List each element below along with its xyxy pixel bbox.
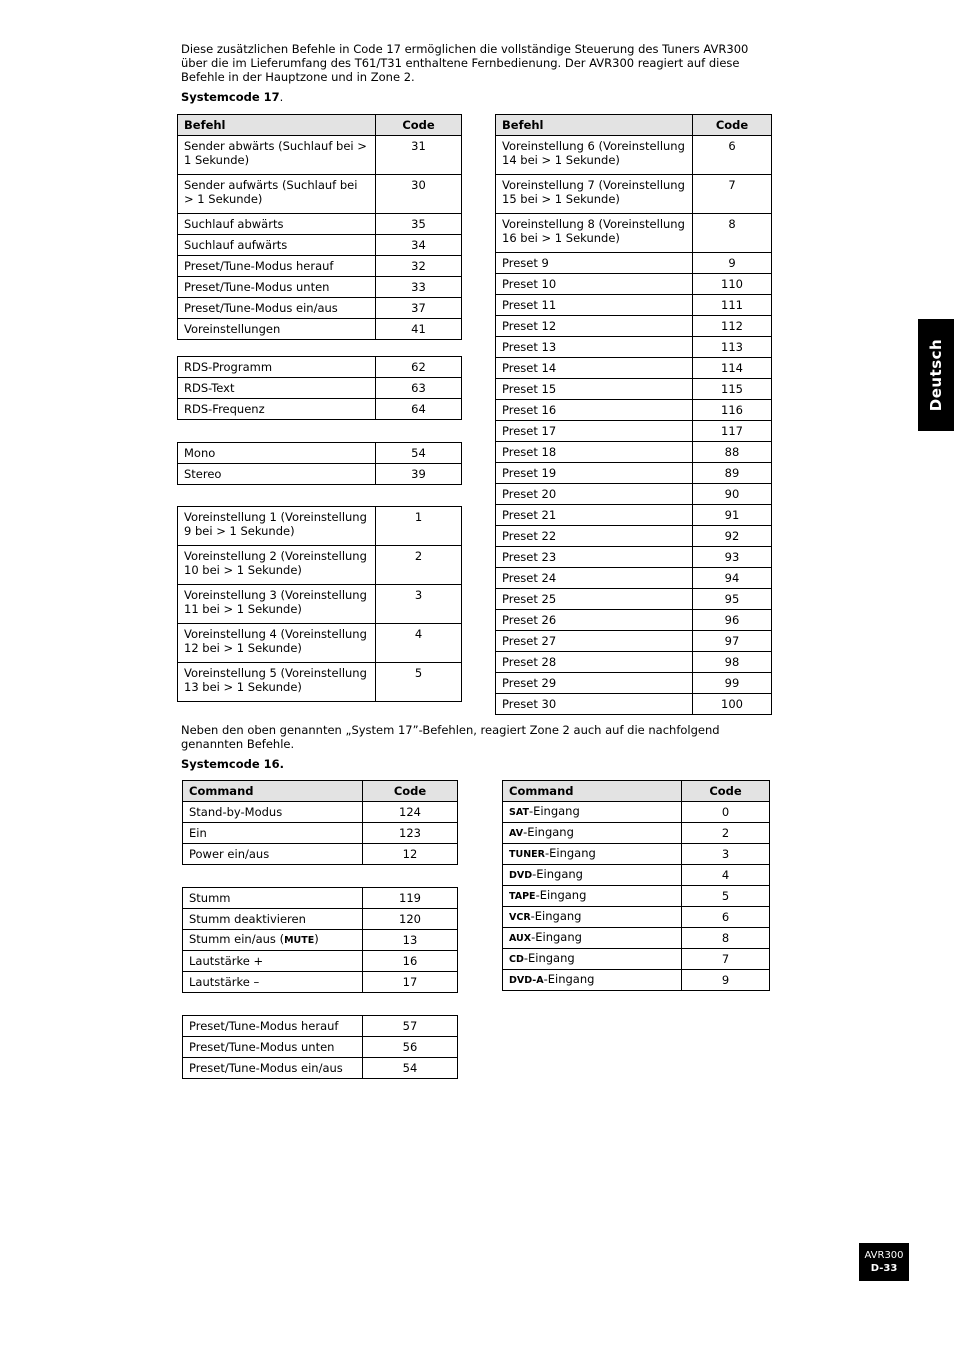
table-row xyxy=(496,631,772,652)
table-row xyxy=(496,400,772,421)
command-code: 120 xyxy=(363,909,458,930)
command-label: Preset/Tune-Modus unten xyxy=(183,1037,363,1058)
table-row xyxy=(178,546,462,585)
column-header-code: Code xyxy=(693,115,772,136)
command-code: 0 xyxy=(682,802,770,823)
table-row xyxy=(178,214,462,235)
input-key-label: CD xyxy=(509,954,524,965)
command-code: 124 xyxy=(363,802,458,823)
command-code: 97 xyxy=(693,631,772,652)
command-code: 1 xyxy=(376,507,462,546)
table-row xyxy=(496,547,772,568)
input-suffix: -Eingang xyxy=(544,846,596,860)
command-code: 17 xyxy=(363,972,458,993)
command-label: Sender aufwärts (Suchlauf bei > 1 Sekunde) xyxy=(178,175,376,214)
command-code: 96 xyxy=(693,610,772,631)
command-label: Preset/Tune-Modus ein/aus xyxy=(178,298,376,319)
table-row xyxy=(178,399,462,420)
input-suffix: -Eingang xyxy=(535,888,587,902)
input-suffix: -Eingang xyxy=(523,951,575,965)
command-code: 56 xyxy=(363,1037,458,1058)
command-code: 111 xyxy=(693,295,772,316)
command-label: Preset/Tune-Modus unten xyxy=(178,277,376,298)
table-row xyxy=(496,136,772,175)
input-suffix: -Eingang xyxy=(528,804,580,818)
command-code: 8 xyxy=(693,214,772,253)
command-code: 94 xyxy=(693,568,772,589)
table-row xyxy=(183,930,458,951)
command-code: 112 xyxy=(693,316,772,337)
command-code: 57 xyxy=(363,1016,458,1037)
command-label: Lautstärke – xyxy=(183,972,363,993)
page-number: D-33 xyxy=(870,1263,898,1274)
command-code: 114 xyxy=(693,358,772,379)
command-label: Voreinstellung 5 (Voreinstellung 13 bei > 1 Sekunde) xyxy=(178,663,376,702)
input-key-label: DVD-A xyxy=(509,975,544,986)
column-header-command: Command xyxy=(183,781,363,802)
command-label: Preset/Tune-Modus herauf xyxy=(178,256,376,277)
command-label: Stumm xyxy=(183,888,363,909)
command-code: 37 xyxy=(376,298,462,319)
command-code: 54 xyxy=(376,443,462,464)
system16-right-table xyxy=(502,780,770,991)
command-label: Preset 11 xyxy=(496,295,693,316)
command-label: Preset 24 xyxy=(496,568,693,589)
command-code: 89 xyxy=(693,463,772,484)
command-label xyxy=(503,844,682,865)
preset-tune-table xyxy=(182,1015,458,1079)
table-row xyxy=(178,443,462,464)
table-row xyxy=(496,421,772,442)
table-row xyxy=(503,928,770,949)
table-row xyxy=(503,823,770,844)
input-key-label: DVD xyxy=(509,870,533,881)
command-label: Preset 27 xyxy=(496,631,693,652)
table-row xyxy=(183,823,458,844)
command-code: 12 xyxy=(363,844,458,865)
command-label: Voreinstellung 6 (Voreinstellung 14 bei > 1 Sekunde) xyxy=(496,136,693,175)
command-code: 110 xyxy=(693,274,772,295)
command-label: Stand-by-Modus xyxy=(183,802,363,823)
command-code: 3 xyxy=(682,844,770,865)
table-row xyxy=(183,972,458,993)
command-label: Preset 19 xyxy=(496,463,693,484)
command-label: Power ein/aus xyxy=(183,844,363,865)
command-label: RDS-Text xyxy=(178,378,376,399)
command-label: Preset 15 xyxy=(496,379,693,400)
systemcode-16-heading: Systemcode 16. xyxy=(181,757,285,771)
command-code: 63 xyxy=(376,378,462,399)
zone2-paragraph: Neben den oben genannten „System 17”-Befehlen, reagiert Zone 2 auch auf die nachfolgend genannten Befehle. xyxy=(181,723,720,751)
table-row xyxy=(178,256,462,277)
command-code: 5 xyxy=(682,886,770,907)
table-row xyxy=(496,568,772,589)
table-row xyxy=(178,319,462,340)
command-label: Voreinstellung 8 (Voreinstellung 16 bei > 1 Sekunde) xyxy=(496,214,693,253)
command-code: 13 xyxy=(363,930,458,951)
input-suffix: -Eingang xyxy=(523,825,574,839)
command-code: 99 xyxy=(693,673,772,694)
command-code: 2 xyxy=(376,546,462,585)
table-row xyxy=(496,652,772,673)
command-code: 123 xyxy=(363,823,458,844)
column-header-command: Command xyxy=(503,781,682,802)
command-code: 3 xyxy=(376,585,462,624)
command-code: 34 xyxy=(376,235,462,256)
command-label: Preset 20 xyxy=(496,484,693,505)
command-code: 4 xyxy=(376,624,462,663)
table-row xyxy=(178,298,462,319)
command-code: 88 xyxy=(693,442,772,463)
command-code: 119 xyxy=(363,888,458,909)
command-label: Preset 28 xyxy=(496,652,693,673)
input-key-label: AV xyxy=(509,828,524,839)
system16-left-table xyxy=(182,780,458,865)
command-label: Preset 22 xyxy=(496,526,693,547)
table-row xyxy=(496,505,772,526)
table-row xyxy=(183,1058,458,1079)
mute-key-label: MUTE xyxy=(284,935,315,946)
table-row xyxy=(183,1037,458,1058)
language-tab-label: Deutsch xyxy=(927,338,945,412)
table-row xyxy=(496,337,772,358)
command-label: RDS-Programm xyxy=(178,357,376,378)
command-label xyxy=(503,886,682,907)
table-row xyxy=(496,589,772,610)
table-row xyxy=(503,907,770,928)
command-label: Voreinstellung 3 (Voreinstellung 11 bei > 1 Sekunde) xyxy=(178,585,376,624)
table-row xyxy=(503,844,770,865)
rds-table xyxy=(177,356,462,420)
table-row xyxy=(496,610,772,631)
table-row xyxy=(178,507,462,546)
table-row xyxy=(503,865,770,886)
table-row xyxy=(496,253,772,274)
command-label: Preset 23 xyxy=(496,547,693,568)
language-side-tab xyxy=(918,319,954,431)
command-label: Preset 10 xyxy=(496,274,693,295)
command-label: Preset 18 xyxy=(496,442,693,463)
command-label: Stumm ein/aus (MUTE) xyxy=(183,930,363,951)
system17-left-table xyxy=(177,114,462,340)
input-key-label: TUNER xyxy=(509,849,545,860)
table-row xyxy=(496,673,772,694)
table-row xyxy=(496,274,772,295)
command-label: Preset 21 xyxy=(496,505,693,526)
table-row xyxy=(178,464,462,485)
command-label: Voreinstellung 7 (Voreinstellung 15 bei > 1 Sekunde) xyxy=(496,175,693,214)
table-row xyxy=(178,175,462,214)
command-code: 8 xyxy=(682,928,770,949)
command-code: 9 xyxy=(693,253,772,274)
command-code: 6 xyxy=(693,136,772,175)
command-label xyxy=(503,907,682,928)
command-label: Suchlauf abwärts xyxy=(178,214,376,235)
table-row xyxy=(503,886,770,907)
command-label: Preset 17 xyxy=(496,421,693,442)
command-label: Voreinstellungen xyxy=(178,319,376,340)
model-label: AVR300 xyxy=(864,1250,904,1261)
command-label: Preset/Tune-Modus ein/aus xyxy=(183,1058,363,1079)
table-row xyxy=(496,484,772,505)
table-row xyxy=(496,214,772,253)
command-label: Preset 25 xyxy=(496,589,693,610)
command-code: 93 xyxy=(693,547,772,568)
command-label: Preset 14 xyxy=(496,358,693,379)
table-row xyxy=(496,379,772,400)
table-row xyxy=(183,844,458,865)
command-code: 7 xyxy=(693,175,772,214)
input-suffix: -Eingang xyxy=(530,909,582,923)
command-code: 64 xyxy=(376,399,462,420)
command-label: Mono xyxy=(178,443,376,464)
system17-right-table xyxy=(495,114,772,715)
command-code: 33 xyxy=(376,277,462,298)
command-code: 62 xyxy=(376,357,462,378)
command-code: 32 xyxy=(376,256,462,277)
table-row xyxy=(178,624,462,663)
table-row xyxy=(496,463,772,484)
command-label: Sender abwärts (Suchlauf bei > 1 Sekunde) xyxy=(178,136,376,175)
column-header-code: Code xyxy=(363,781,458,802)
command-label: Preset 26 xyxy=(496,610,693,631)
command-label xyxy=(503,823,682,844)
table-row xyxy=(178,357,462,378)
command-code: 2 xyxy=(682,823,770,844)
command-code: 100 xyxy=(693,694,772,715)
command-label: Preset/Tune-Modus herauf xyxy=(183,1016,363,1037)
command-label xyxy=(503,802,682,823)
command-label: Ein xyxy=(183,823,363,844)
table-row xyxy=(178,235,462,256)
table-row xyxy=(496,316,772,337)
command-label: Preset 29 xyxy=(496,673,693,694)
table-row xyxy=(183,951,458,972)
command-code: 91 xyxy=(693,505,772,526)
mute-volume-table xyxy=(182,887,458,993)
table-row xyxy=(496,295,772,316)
command-label: Preset 12 xyxy=(496,316,693,337)
table-row xyxy=(178,378,462,399)
command-label: Preset 13 xyxy=(496,337,693,358)
command-code: 4 xyxy=(682,865,770,886)
input-key-label: SAT xyxy=(509,807,529,818)
presets-left-table xyxy=(177,506,462,702)
command-code: 41 xyxy=(376,319,462,340)
command-code: 7 xyxy=(682,949,770,970)
table-row xyxy=(496,694,772,715)
table-row xyxy=(183,1016,458,1037)
table-row xyxy=(183,909,458,930)
page-number-box xyxy=(859,1243,909,1281)
mono-stereo-table xyxy=(177,442,462,485)
command-code: 54 xyxy=(363,1058,458,1079)
command-label: Stumm deaktivieren xyxy=(183,909,363,930)
command-label: Lautstärke + xyxy=(183,951,363,972)
command-code: 6 xyxy=(682,907,770,928)
command-code: 98 xyxy=(693,652,772,673)
table-row xyxy=(178,277,462,298)
table-row xyxy=(496,358,772,379)
table-row xyxy=(503,949,770,970)
command-code: 90 xyxy=(693,484,772,505)
command-code: 95 xyxy=(693,589,772,610)
table-row xyxy=(496,442,772,463)
command-label xyxy=(503,865,682,886)
input-key-label: AUX xyxy=(509,933,532,944)
command-label xyxy=(503,928,682,949)
intro-paragraph: Diese zusätzlichen Befehle in Code 17 ermöglichen die vollständige Steuerung des Tuners AVR300 über die im Lieferumfang des T61/T31 enthaltene Fernbedienung. Der AVR300 reagiert auf diese Befehle in der Hauptzone und in Zone 2. xyxy=(181,42,749,84)
command-code: 9 xyxy=(682,970,770,991)
command-code: 113 xyxy=(693,337,772,358)
command-code: 5 xyxy=(376,663,462,702)
command-code: 117 xyxy=(693,421,772,442)
command-code: 39 xyxy=(376,464,462,485)
command-label xyxy=(503,949,682,970)
table-row xyxy=(503,970,770,991)
input-key-label: VCR xyxy=(509,912,531,923)
table-row xyxy=(183,802,458,823)
column-header-command: Befehl xyxy=(178,115,376,136)
table-row xyxy=(178,585,462,624)
command-code: 116 xyxy=(693,400,772,421)
command-label: Stereo xyxy=(178,464,376,485)
command-label: Voreinstellung 4 (Voreinstellung 12 bei > 1 Sekunde) xyxy=(178,624,376,663)
input-suffix: -Eingang xyxy=(532,867,583,881)
table-row xyxy=(496,526,772,547)
table-row xyxy=(503,802,770,823)
command-label: Voreinstellung 1 (Voreinstellung 9 bei > 1 Sekunde) xyxy=(178,507,376,546)
command-code: 30 xyxy=(376,175,462,214)
input-key-label: TAPE xyxy=(509,891,536,902)
input-suffix: -Eingang xyxy=(531,930,582,944)
column-header-command: Befehl xyxy=(496,115,693,136)
systemcode-17-heading: Systemcode 17. xyxy=(181,90,284,104)
command-label: Preset 16 xyxy=(496,400,693,421)
command-label: Preset 9 xyxy=(496,253,693,274)
command-code: 16 xyxy=(363,951,458,972)
column-header-code: Code xyxy=(682,781,770,802)
command-code: 92 xyxy=(693,526,772,547)
command-label xyxy=(503,970,682,991)
input-suffix: -Eingang xyxy=(543,972,595,986)
command-code: 31 xyxy=(376,136,462,175)
command-label: Suchlauf aufwärts xyxy=(178,235,376,256)
command-code: 115 xyxy=(693,379,772,400)
column-header-code: Code xyxy=(376,115,462,136)
command-label: Preset 30 xyxy=(496,694,693,715)
table-row xyxy=(178,136,462,175)
table-row xyxy=(178,663,462,702)
command-label: RDS-Frequenz xyxy=(178,399,376,420)
command-label: Voreinstellung 2 (Voreinstellung 10 bei > 1 Sekunde) xyxy=(178,546,376,585)
table-row xyxy=(183,888,458,909)
table-row xyxy=(496,175,772,214)
command-code: 35 xyxy=(376,214,462,235)
